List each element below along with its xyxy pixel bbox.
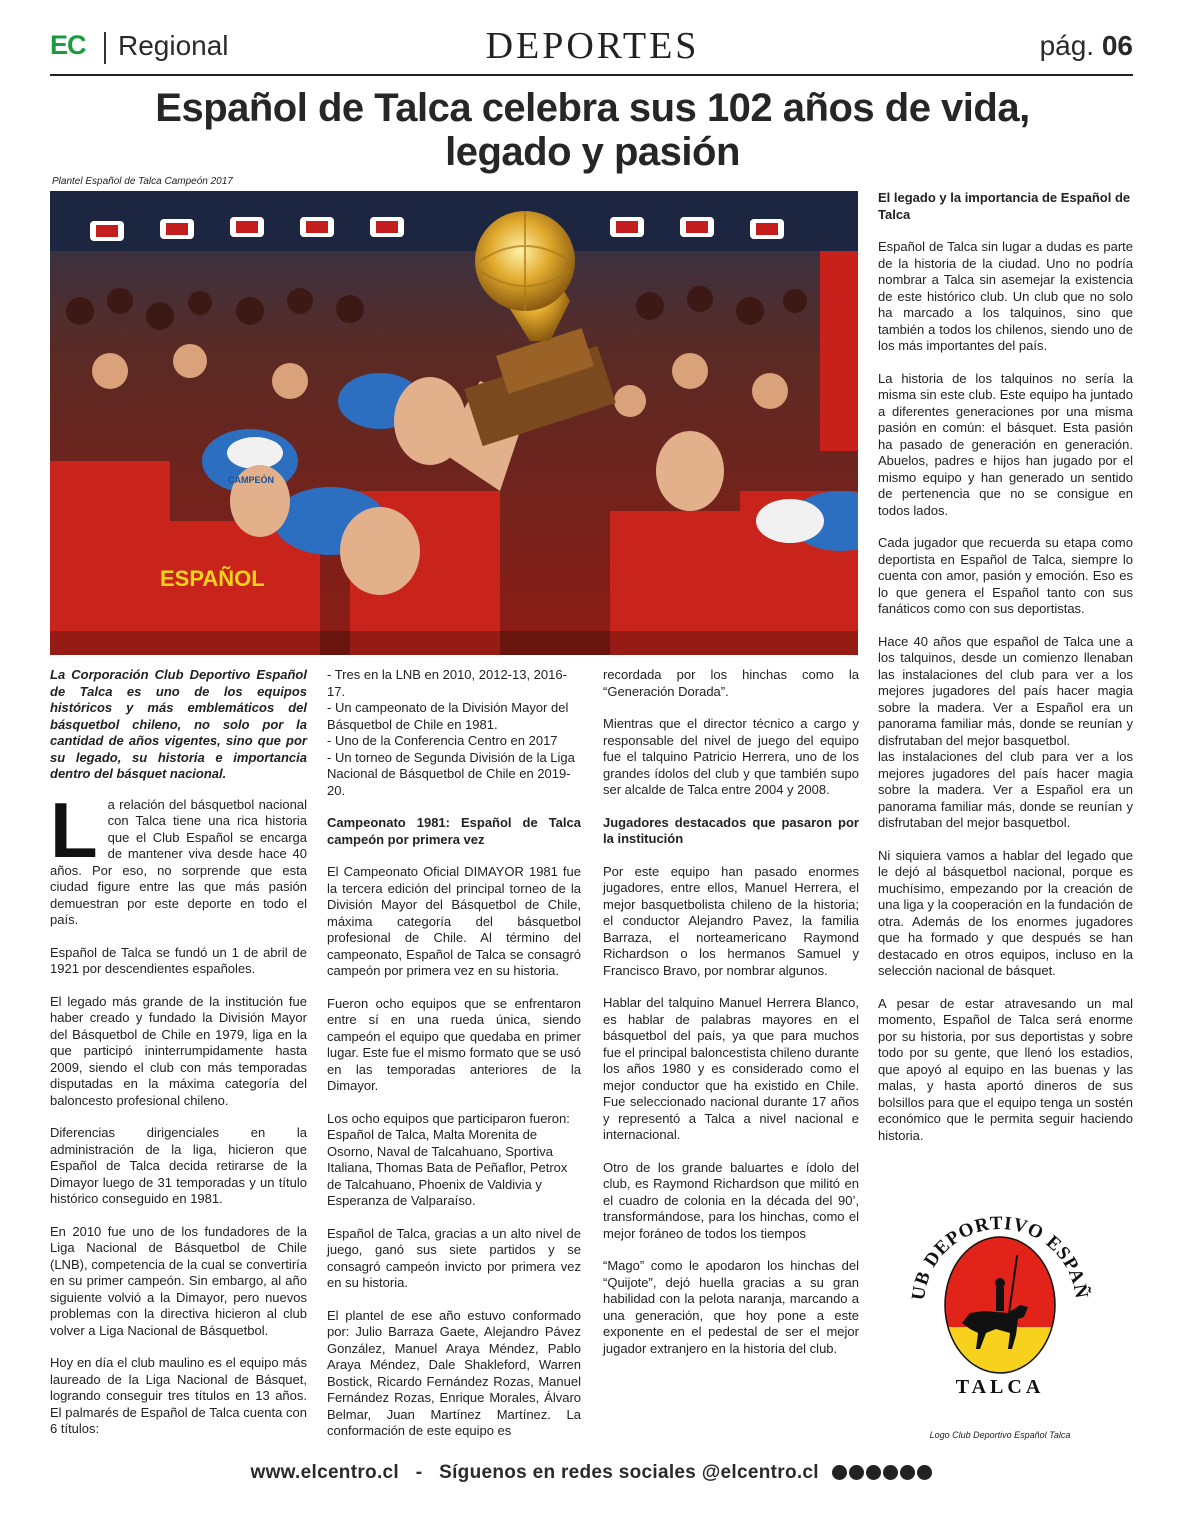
- paragraph: Otro de los grande baluartes e ídolo del club, es Raymond Richardson que militó en el cuadro de colonia en la década del 90’, transformándose, para los hinchas, como el mejor foráneo de todos los tiempos: [603, 1159, 859, 1241]
- paragraph: En 2010 fue uno de los fundadores de la Liga Nacional de Básquetbol de Chile (LNB), competencia de la cual se convertiría en su primer campeón. Sin embargo, al año siguiente volvió a la Dimayor, pero nuevos problemas con la directiva hicieron al club volver a Liga Nacional de Básquetbol.: [50, 1223, 307, 1338]
- logo-ring-text: UB DEPORTIVO ESPAÑ: [907, 1212, 1092, 1302]
- club-logo: [900, 1195, 1100, 1405]
- paragraph: Cada jugador que recuerda su etapa como deportista en Español de Talca, siempre lo cuenta con amor, pasión y emoción. Eso es lo que genera el Español tanto con sus fanáticos como con sus deportistas.: [878, 535, 1133, 616]
- page-number: 06: [1101, 30, 1133, 61]
- headline-line-1: Español de Talca celebra sus 102 años de vida,: [155, 86, 1030, 130]
- footer-separator: -: [415, 1462, 423, 1484]
- subheading: Jugadores destacados que pasaron por la institución: [603, 814, 859, 846]
- paragraph: a relación del básquetbol nacional con Talca tiene una rica historia que el Club Español se encarga de mantener viva desde hace 40 años. Por eso, no sorprende que esta ciudad figure entre las que más pasión demuestran por este deporte en todo el país.: [50, 796, 307, 927]
- page-indicator: [1040, 30, 1133, 62]
- paragraph: El Campeonato Oficial DIMAYOR 1981 fue la tercera edición del principal torneo de la División Mayor del Básquetbol de Chile, máxima categoría del básquetbol profesional de Chile. Al término del campeonato, Español de Talca se consagró campeón por primera vez en su historia.: [327, 864, 581, 978]
- article-lead: La Corporación Club Deportivo Español de Talca es uno de los equipos históricos y más emblemáticos del básquetbol chileno, no solo por la cantidad de años vigentes, sino que por su legado, su historia e importancia dentro del básquet nacional.: [50, 667, 307, 781]
- paragraph: las instalaciones del club para ver a los mejores jugadores del país hacer magia sobre la madera. Ver a Español era un panorama familiar más, donde se reunían y disfrutaban del mejor basquetbol.: [878, 749, 1133, 830]
- paragraph: El legado más grande de la institución fue haber creado y fundado la División Mayor del Básquetbol de Chile en 1979, liga en la que participó ininterrumpidamente hasta 2009, siendo el club con más temporadas disputadas en la máxima categoría del baloncesto profesional chileno.: [50, 993, 307, 1108]
- subheading: Campeonato 1981: Español de Talca campeón por primera vez: [327, 815, 581, 847]
- article-column-3: [603, 667, 859, 1357]
- paragraph: Español de Talca sin lugar a dudas es parte de la historia de la ciudad. Uno no podría nombrar a Talca sin asemejar la existencia de este histórico club. Un club que no solo ha marcado a los talquinos, sino que también a todos los chilenos, siendo uno de los más importantes del país.: [878, 239, 1133, 353]
- header-rule: [50, 74, 1133, 76]
- paragraph: Fueron ocho equipos que se enfrentaron entre sí en una rueda única, siendo campeón el equipo que quedaba en primer lugar. Este fue el mismo formato que se usó en las temporadas anteriores de la Dimayor.: [327, 995, 581, 1093]
- team-celebration-photo: [50, 191, 858, 655]
- footer: [0, 1462, 1185, 1484]
- paragraph: La historia de los talquinos no sería la misma sin este club. Este equipo ha juntado a diferentes generaciones por una misma pasión en común: el básquet. Esta pasión ha pasado de generación en generación. Abuelos, padres e hijos han jugado por el mismo equipo y han generado un sentido de pertenencia que no se consigue en todos lados.: [878, 370, 1133, 518]
- list-item: - Tres en la LNB en 2010, 2012-13, 2016-17.: [327, 667, 567, 699]
- drop-cap: L: [50, 785, 98, 874]
- logo-city-text: TALCA: [955, 1376, 1045, 1398]
- paragraph: Ni siquiera vamos a hablar del legado que le dejó al básquetbol nacional, porque es muchísimo, empezando por la creación de una liga y la cooperación en la fundación de otra. Además de los enormes jugadores que ha formado y que después se han destacado en otros equipos, incluso en la selección nacional de básquet.: [878, 847, 1133, 978]
- photo-caption: Plantel Español de Talca Campeón 2017: [52, 176, 233, 187]
- paragraph: Hoy en día el club maulino es el equipo más laureado de la Liga Nacional de Básquet, logrando conseguir tres títulos en 13 años. El palmarés de Español de Talca cuenta con 6 títulos:: [50, 1355, 307, 1436]
- twitter-icon[interactable]: [883, 1465, 898, 1480]
- club-crest: [900, 1195, 1100, 1405]
- youtube-icon[interactable]: [866, 1465, 881, 1480]
- paragraph: Español de Talca, gracias a un alto nivel de juego, ganó sus siete partidos y se consagró campeón invicto por primera vez en su historia.: [327, 1225, 581, 1290]
- cap-text: CAMPEÓN: [228, 475, 275, 485]
- paragraph: recordada por los hinchas como la “Generación Dorada”.: [603, 667, 859, 699]
- section-title: DEPORTES: [485, 25, 700, 67]
- titles-list: [327, 667, 581, 799]
- article-headline: [60, 86, 1125, 174]
- social-icons: [832, 1462, 934, 1484]
- article-column-4: [878, 190, 1133, 1144]
- subheading: El legado y la importancia de Español de Talca: [878, 190, 1131, 222]
- list-item: - Un torneo de Segunda División de la Liga Nacional de Básquetbol de Chile en 2019-20.: [327, 749, 575, 798]
- paragraph: Español de Talca se fundó un 1 de abril de 1921 por descendientes españoles.: [50, 944, 307, 976]
- brand-logo[interactable]: EC: [50, 30, 86, 60]
- article-column-2: [327, 667, 581, 1440]
- website-link[interactable]: www.elcentro.cl: [250, 1462, 399, 1484]
- paragraph: Hablar del talquino Manuel Herrera Blanco, es hablar de palabras mayores en el básquetbol del país, ya que para muchos fue el principal baloncestista chileno durante los años 1980 y es considerado como el mejor conductor que ha existido en Chile. Fue seleccionado nacional durante 17 años y representó a Talca a nivel nacional e internacional.: [603, 995, 859, 1142]
- paragraph: Diferencias dirigenciales en la administración de la liga, hicieron que Español de Talca decida retirarse de la Dimayor luego de 31 temporadas y un título histórico conseguido en 1981.: [50, 1125, 307, 1206]
- header-regional: Regional: [118, 30, 229, 61]
- headline-line-2: legado y pasión: [445, 130, 740, 174]
- header-divider: [104, 32, 106, 64]
- list-item: - Un campeonato de la División Mayor del Básquetbol de Chile en 1981.: [327, 700, 569, 732]
- paragraph: Hace 40 años que español de Talca une a los talquinos, desde un comienzo llenaban las instalaciones del club para ver a los mejores jugadores del país hacer magia sobre la madera. Ver a Español era un panorama familiar más, donde se reunían y disfrutaban del mejor basquetbol.: [878, 633, 1133, 748]
- follow-text: Síguenos en redes sociales @elcentro.cl: [439, 1462, 819, 1484]
- page-label: pág.: [1039, 30, 1095, 61]
- spotify-icon[interactable]: [900, 1465, 915, 1480]
- paragraph: Los ocho equipos que participaron fueron: Español de Talca, Malta Morenita de Osorno, Naval de Talcahuano, Sportiva Italiana, Thomas Bata de Peñaflor, Petrox de Talcahuano, Phoenix de Valdivia y Esperanza de Valparaíso.: [327, 1110, 570, 1208]
- paragraph: Mientras que el director técnico a cargo y responsable del nivel de juego del equipo fue el talquino Patricio Herrera, uno de los grandes ídolos del club y que también supo ser alcalde de Talca entre 2004 y 2008.: [603, 716, 859, 797]
- logo-caption: Logo Club Deportivo Español Talca: [929, 1430, 1071, 1440]
- paragraph: A pesar de estar atravesando un mal momento, Español de Talca será enorme por su historia, por sus deportistas y sobre todo por su gente, que llenó los estadios, que apoyó al equipo en las buenas y las malas, y hasta aportó dineros de sus bolsillos para que el equipo tenga un sostén económico que le permita seguir haciendo historia.: [878, 995, 1133, 1143]
- article-column-1: [50, 667, 307, 1438]
- list-item: - Uno de la Conferencia Centro en 2017: [327, 733, 558, 748]
- tiktok-icon[interactable]: [917, 1465, 932, 1480]
- instagram-icon[interactable]: [849, 1465, 864, 1480]
- paragraph: “Mago” como le apodaron los hinchas del “Quijote”, dejó huella gracias a su gran habilidad con la pelota naranja, marcando a una generación, que hoy pone a este exponente en el pedestal de ser el mejor jugador extranjero en la historia del club.: [603, 1258, 859, 1356]
- paragraph: El plantel de ese año estuvo conformado por: Julio Barraza Gaete, Alejandro Pávez González, Manuel Araya Méndez, Pablo Araya Méndez, Dale Shakleford, Warren Bostick, Ricardo Fernández Rozas, Manuel Fernández Rozas, Enrique Morales, Álvaro Belmar, Juan Martínez Martínez. La conformación de este equipo es: [327, 1307, 581, 1438]
- shirt-text: ESPAÑOL: [160, 566, 265, 591]
- paragraph: Por este equipo han pasado enormes jugadores, entre ellos, Manuel Herrera, el mejor basquetbolista chileno de la historia; el conductor Alejandro Pavez, la familia Barraza, el norteamericano Raymond Richardson o los hermanos Samuel y Francisco Bravo, por nombrar algunos.: [603, 863, 859, 978]
- facebook-icon[interactable]: [832, 1465, 847, 1480]
- photo-illustration: [50, 191, 858, 655]
